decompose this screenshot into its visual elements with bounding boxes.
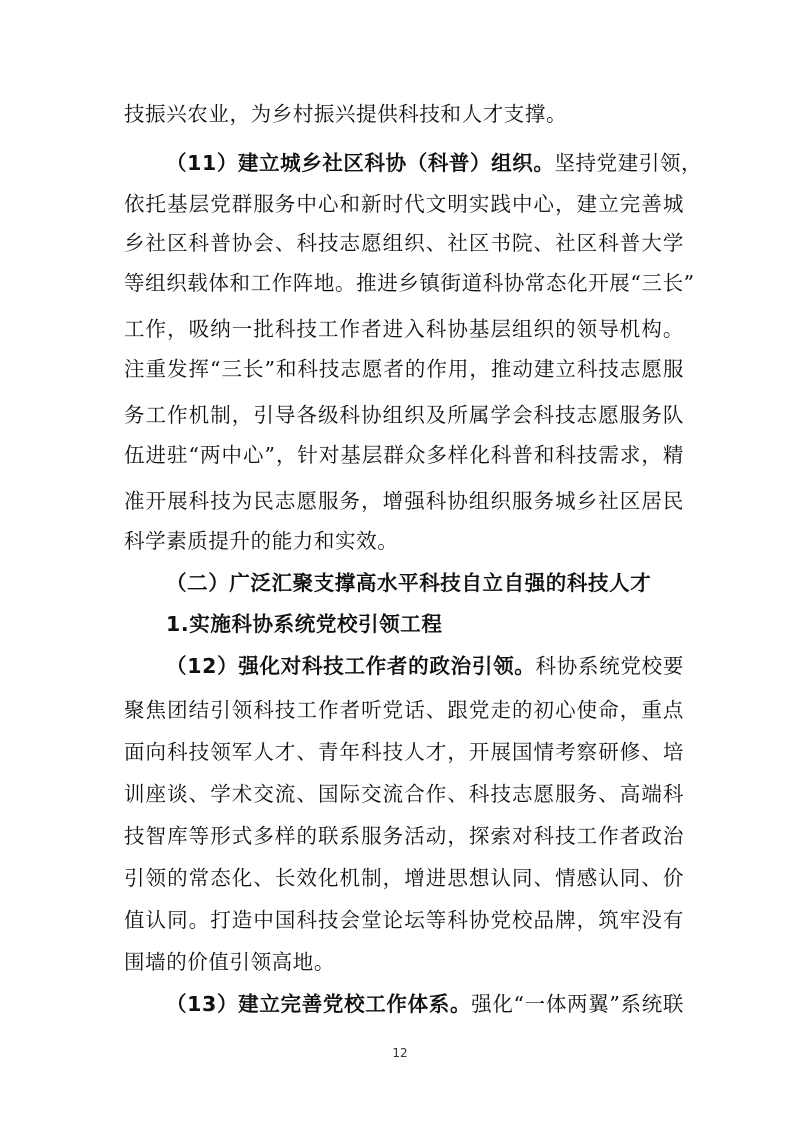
- paragraph-line: 伍进驻“两中心”，针对基层群众多样化科普和科技需求，精: [124, 443, 684, 467]
- paragraph-line: 注重发挥“三长”和科技志愿者的作用，推动建立科技志愿服: [124, 357, 684, 381]
- paragraph-13-heading: （13）建立完善党校工作体系。: [166, 992, 472, 1016]
- paragraph-line: 务工作机制，引导各级科协组织及所属学会科技志愿服务队: [124, 403, 684, 427]
- paragraph-line: 技智库等形式多样的联系服务活动，探索对科技工作者政治: [124, 824, 684, 848]
- paragraph-line: 面向科技领军人才、青年科技人才，开展国情考察研修、培: [124, 740, 684, 764]
- page-number: 12: [392, 1046, 408, 1060]
- paragraph-line: 引领的常态化、长效化机制，增进思想认同、情感认同、价: [124, 866, 684, 890]
- paragraph-line: 准开展科技为民志愿服务，增强科协组织服务城乡社区居民: [124, 489, 684, 513]
- paragraph-line: 依托基层党群服务中心和新时代文明实践中心，建立完善城: [124, 192, 684, 216]
- paragraph-line: 等组织载体和工作阵地。推进乡镇街道科协常态化开展“三长”: [124, 271, 695, 295]
- paragraph-line: 围墙的价值引领高地。: [124, 950, 335, 974]
- paragraph-13-first-line: [166, 990, 684, 1018]
- subsection-heading: 1.实施科协系统党校引领工程: [166, 612, 443, 636]
- paragraph-12-heading: （12）强化对科技工作者的政治引领。: [166, 654, 536, 678]
- paragraph-line: 乡社区科普协会、科技志愿组织、社区书院、社区科普大学: [124, 231, 684, 255]
- paragraph-11-first-line: [166, 149, 703, 177]
- paragraph-12-first-line-text: 科协系统党校要: [535, 654, 685, 678]
- section-heading: （二）广泛汇聚支撑高水平科技自立自强的科技人才: [166, 571, 652, 595]
- paragraph-line: 科学素质提升的能力和实效。: [124, 529, 399, 553]
- paragraph-11-heading: （11）建立城乡社区科协（科普）组织。: [166, 151, 555, 175]
- paragraph-line: 训座谈、学术交流、国际交流合作、科技志愿服务、高端科: [124, 782, 684, 806]
- paragraph-line: 工作，吸纳一批科技工作者进入科协基层组织的领导机构。: [124, 317, 684, 341]
- paragraph-12-first-line: [166, 652, 684, 680]
- paragraph-line: 值认同。打造中国科技会堂论坛等科协党校品牌，筑牢没有: [124, 908, 684, 932]
- paragraph-line: 聚焦团结引领科技工作者听党话、跟党走的初心使命，重点: [124, 698, 684, 722]
- paragraph-13-first-line-text: 强化“一体两翼”系统联: [471, 992, 684, 1016]
- paragraph-11-first-line-text: 坚持党建引领，: [554, 151, 703, 175]
- paragraph-line: 技振兴农业，为乡村振兴提供科技和人才支撑。: [124, 102, 568, 126]
